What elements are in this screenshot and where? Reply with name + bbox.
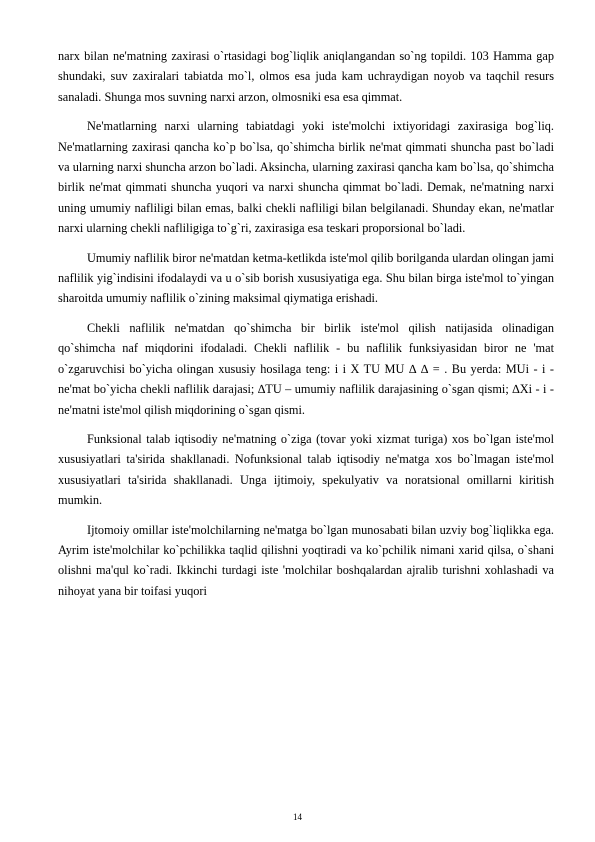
paragraph-1: narx bilan ne'matning zaxirasi o`rtasidagi bog`liqlik aniqlangandan so`ng topildi. 103 Hamma gap shundaki, suv zaxiralari tabiatda mo`l, olmos esa juda kam uchraydigan noyob va taqchil resurs sanaladi. Shunga mos suvning narxi arzon, olmosniki esa esa qimmat. (58, 49, 554, 104)
document-body (58, 46, 554, 610)
paragraph-5: Funksional talab iqtisodiy ne'matning o`ziga (tovar yoki xizmat turiga) xos bo`lgan iste'mol xususiyatlari ta'sirida shakllanadi. Nofunksional talab iqtisodiy ne'matga xos bo`lmagan iste'mol xususiyatlari ta'sirida shakllanadi. Unga ijtimoiy, spekulyativ va noratsional omillarni kiritish mumkin. (58, 431, 554, 508)
paragraph-3: Umumiy naflilik biror ne'matdan ketma-ketlikda iste'mol qilib borilganda ulardan olingan jami naflilik yig`indisini ifodalaydi va u o`sib borish xususiyatiga ega. Shu bilan birga iste'mol to`yingan sharoitda umumiy naflilik o`zining maksimal qiymatiga erishadi. (58, 250, 554, 306)
paragraph-4: Chekli naflilik ne'matdan qo`shimcha bir birlik iste'mol qilish natijasida olinadigan qo`shimcha naf miqdorini ifodaladi. Chekli naflilik - bu naflilik funksiyasidan biror ne 'mat o`zgaruvchisi bo`yicha olingan xususiy hosilaga teng: i i X TU MU ∆ ∆ = . Bu yerda: MUi - i -ne'mat bo`yicha chekli naflilik darajasi; ∆TU – umumiy naflilik darajasining o`sgan qismi; ∆Xi - i -ne'matni iste'mol qilish miqdorining o`sgan qismi. (58, 320, 554, 417)
paragraph-6: Ijtomoiy omillar iste'molchilarning ne'matga bo`lgan munosabati bilan uzviy bog`liqlikka ega. Ayrim iste'molchilar ko`pchilikka taqlid qilishni yoqtiradi va ko`pchilik nimani xarid qilsa, o`shani olishni ma'qul ko`radi. Ikkinchi turdagi iste 'molchilar boshqalardan ajralib turishni xohlashadi va nihoyat yana bir toifasi yuqori (58, 522, 554, 598)
paragraph-2: Ne'matlarning narxi ularning tabiatdagi yoki iste'molchi ixtiyoridagi zaxirasiga bog`liq. Ne'matlarning zaxirasi qancha ko`p bo`lsa, qo`shimcha birlik ne'mat qimmati shuncha past bo`ladi va ularning narxi shuncha arzon bo`ladi. Aksincha, ularning zaxirasi qancha kam bo`lsa, qo`shimcha birlik ne'mat qimmati shuncha yuqori va narxi shuncha qimmat bo`ladi. Demak, ne'matning narxi uning umumiy nafliligi bilan emas, balki chekli nafliligi bilan belgilanadi. Shunday ekan, ne'matlar narxi ularning chekli nafliligiga to`g`ri, zaxirasiga esa teskari proporsional bo`ladi. (58, 119, 554, 236)
page-number: 14 (293, 812, 302, 822)
